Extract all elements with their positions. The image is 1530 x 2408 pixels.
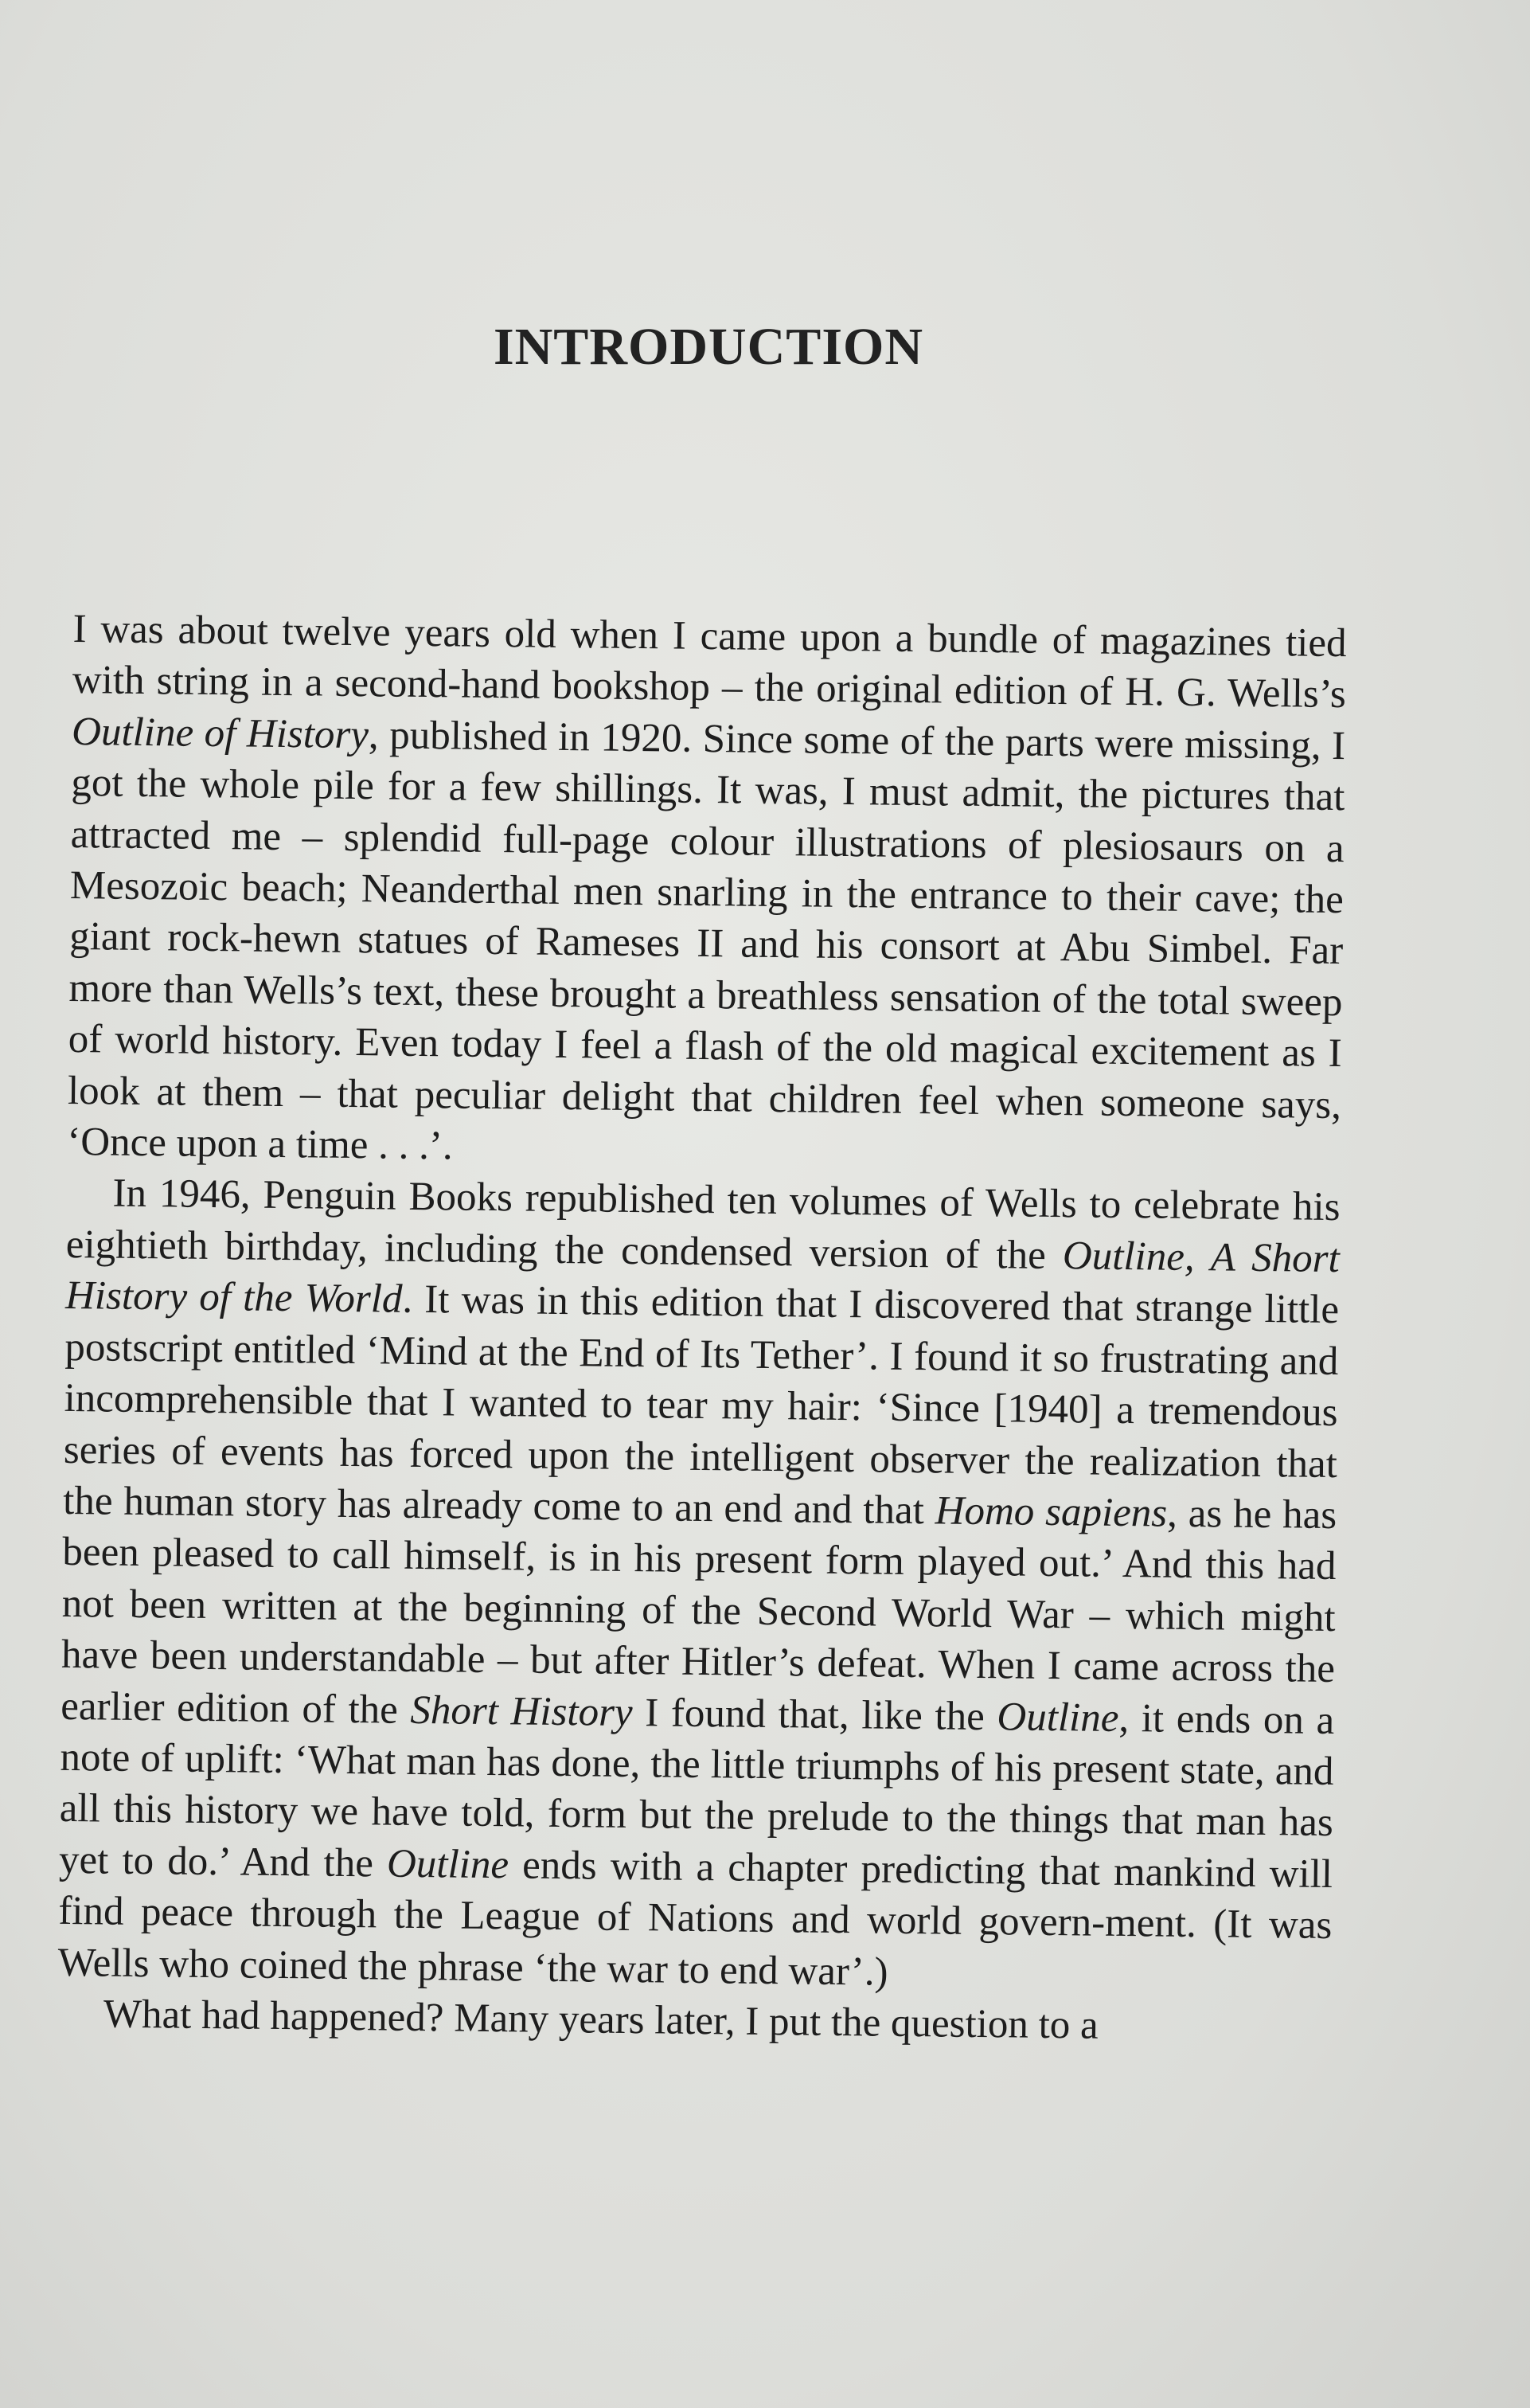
italic-title: Outline: [997, 1694, 1119, 1741]
italic-term: Homo sapiens: [935, 1488, 1168, 1536]
italic-title: Short History: [410, 1687, 633, 1735]
text-run: , it ends on a note of uplift: ‘What man has done, the little triumphs of his present state, and all this history we have told, form but the prelude to the things that man has yet to do.’ And the: [58, 1695, 1335, 1886]
text-run: , published in 1920. Since some of the parts were missing, I got the whole pile for a few shillings. It was, I must admit, the pictures that attracted me – splendid full-page colour illustrations of plesiosaurs on a Mesozoic beach; Neanderthal men snarling in the entrance to their cave; the giant rock-hewn statues of Rameses II and his consort at Abu Simbel. Far more than Wells’s text, these brought a breathless sensation of the total sweep of world history. Even today I feel a flash of the old magical excitement as I look at them – that peculiar delight that children feel when someone says, ‘Once upon a time . . .’.: [67, 713, 1346, 1169]
text-run: ends with a chapter predicting that mankind will find peace through the League of Nations and world govern-ment. (It was Wells who coined the phrase ‘the war to end war’.): [57, 1843, 1333, 1995]
text-run: I found that, like the: [632, 1690, 997, 1739]
paragraph-1: [67, 604, 1347, 1182]
chapter-title: INTRODUCTION: [493, 318, 924, 376]
italic-title: Outline, A Short History of the World: [64, 1233, 1341, 1323]
italic-title: Outline: [386, 1841, 509, 1888]
body-text: [57, 604, 1347, 2054]
text-run: . It was in this edition that I discovered that strange little postscript entitled ‘Mind at the End of Its Tether’. I found it so frustrating and incomprehensible that I wanted to tear my hair: ‘Since [1940] a tremendous series of events has forced upon the intelligent observer the realization that the human story has already come to an end and that: [62, 1277, 1340, 1534]
text-run: I was about twelve years old when I came upon a bundle of magazines tied with string in a second-hand bookshop – the original edition of H. G. Wells’s: [72, 606, 1347, 717]
text-run: In 1946, Penguin Books republished ten volumes of Wells to celebrate his eightieth birthday, including the condensed version of the: [65, 1171, 1341, 1279]
paragraph-2: [57, 1167, 1341, 2003]
italic-title: Outline of History: [71, 709, 369, 758]
text-run: What had happened? Many years later, I put the question to a: [103, 1992, 1099, 2048]
text-run: , as he has been pleased to call himself, is in his present form played out.’ And this had not been written at the beginning of the Second World War – which might have been understandable – but after Hitler’s defeat. When I came across the earlier edition of the: [60, 1491, 1337, 1733]
